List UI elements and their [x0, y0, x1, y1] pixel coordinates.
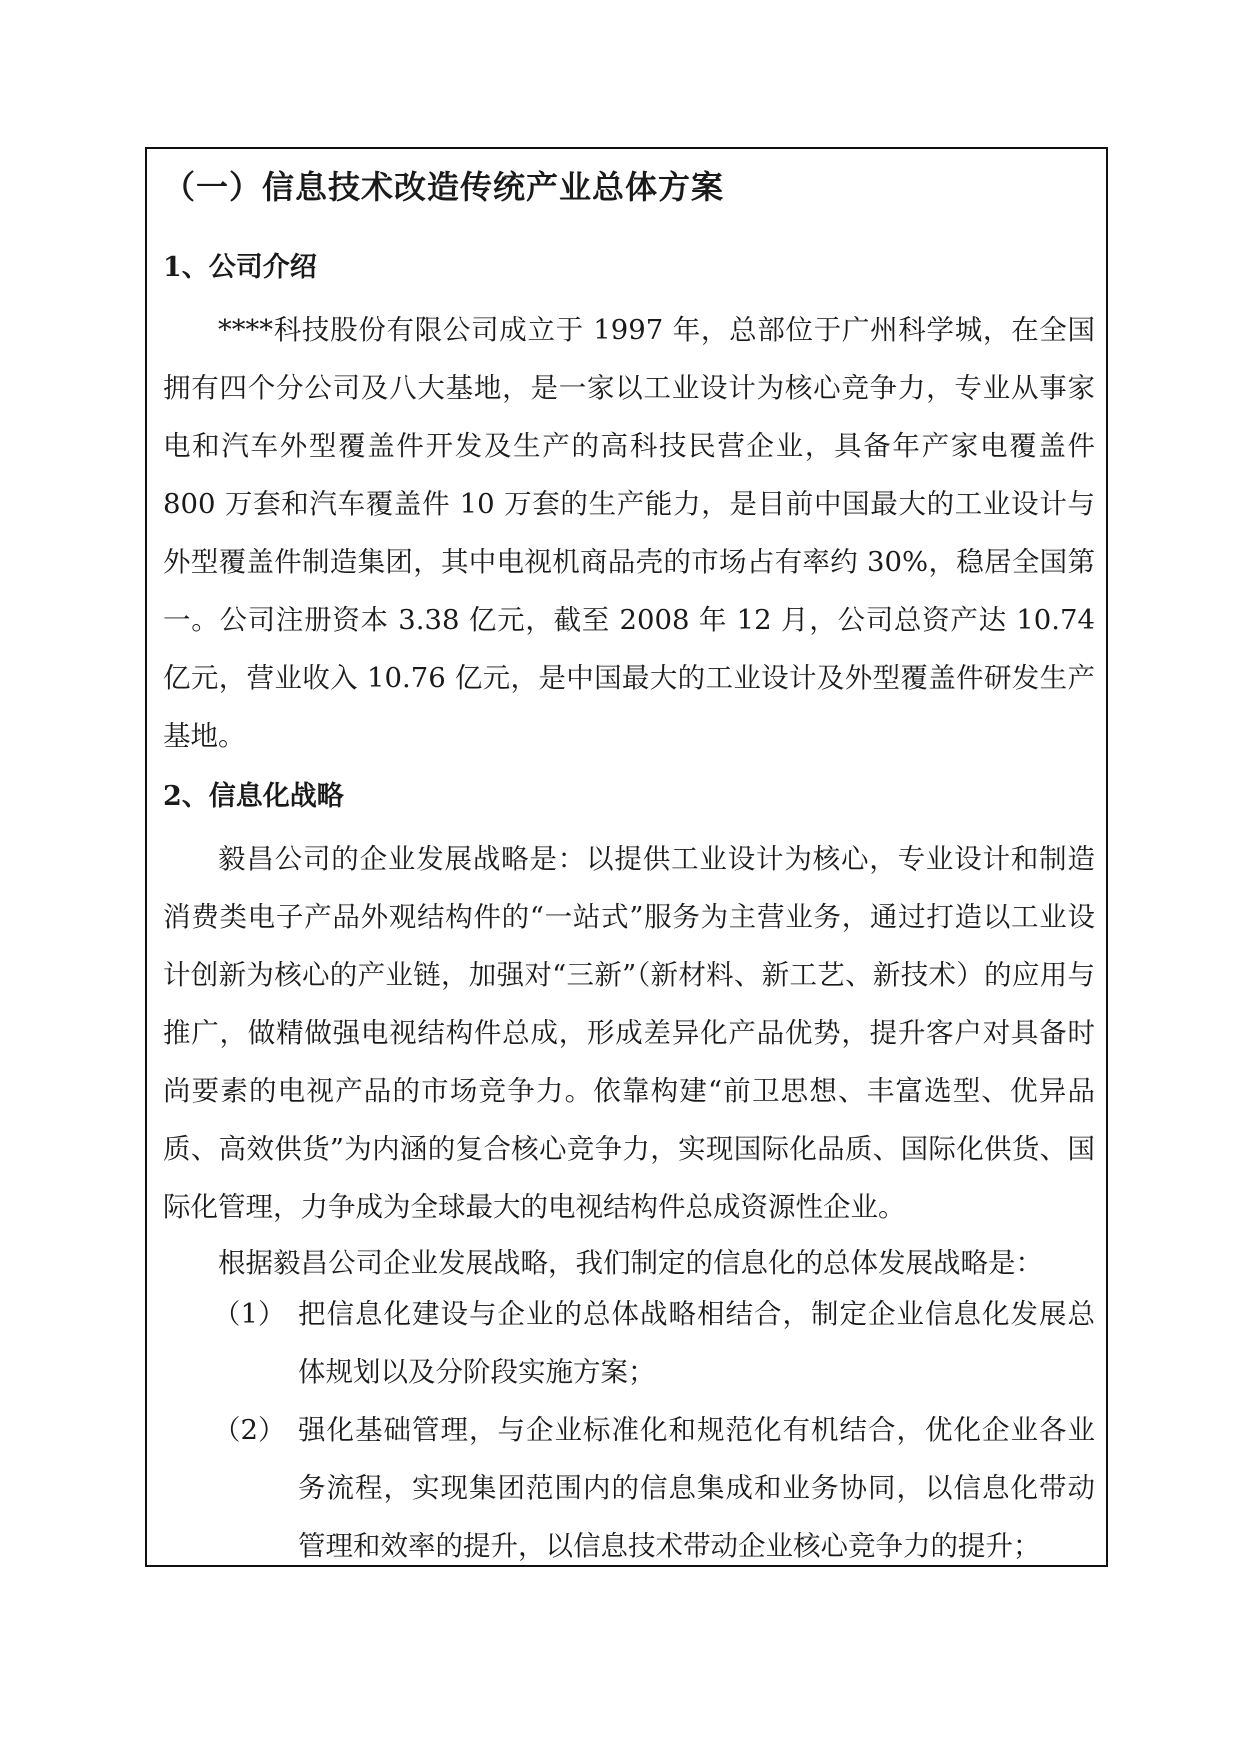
- list-item-text: 把信息化建设与企业的总体战略相结合，制定企业信息化发展总体规划以及分阶段实施方案；: [298, 1298, 1095, 1388]
- section-heading-company-intro: 1、公司介绍: [163, 252, 317, 283]
- company-intro-paragraph: ****科技股份有限公司成立于 1997 年，总部位于广州科学城，在全国拥有四个分公司及八大基地，是一家以工业设计为核心竞争力，专业从事家电和汽车外型覆盖件开发及生产的高科技民营企业，具备年产家电覆盖件 800 万套和汽车覆盖件 10 万套的生产能力，是目前中国最大的工业设计与外型覆盖件制造集团，其中电视机商品壳的市场占有率约 30%，稳居全国第一。公司注册资本 3.38 亿元，截至 2008 年 12 月，公司总资产达 10.74 亿元，营业收入 10.76 亿元，是中国最大的工业设计及外型覆盖件研发生产基地。: [163, 314, 1095, 752]
- list-item-number: （2）: [213, 1414, 286, 1446]
- strategy-list-item: [213, 1285, 1095, 1401]
- list-item-text: 强化基础管理，与企业标准化和规范化有机结合，优化企业各业务流程，实现集团范围内的信息集成和业务协同，以信息化带动管理和效率的提升，以信息技术带动企业核心竞争力的提升；: [298, 1414, 1095, 1562]
- it-strategy-paragraph: 毅昌公司的企业发展战略是：以提供工业设计为核心，专业设计和制造消费类电子产品外观结构件的“一站式”服务为主营业务，通过打造以工业设计创新为核心的产业链，加强对“三新”（新材料、新工艺、新技术）的应用与推广，做精做强电视结构件总成，形成差异化产品优势，提升客户对具备时尚要素的电视产品的市场竞争力。依靠构建“前卫思想、丰富选型、优异品质、高效供货”为内涵的复合核心竞争力，实现国际化品质、国际化供货、国际化管理，力争成为全球最大的电视结构件总成资源性企业。: [163, 843, 1095, 1223]
- strategy-intro-line: 根据毅昌公司企业发展战略，我们制定的信息化的总体发展战略是：: [218, 1247, 1043, 1279]
- section-heading-it-strategy: 2、信息化战略: [163, 781, 344, 812]
- page-title: （一）信息技术改造传统产业总体方案: [163, 168, 725, 206]
- strategy-list-item: [213, 1401, 1095, 1575]
- list-item-number: （1）: [213, 1298, 286, 1330]
